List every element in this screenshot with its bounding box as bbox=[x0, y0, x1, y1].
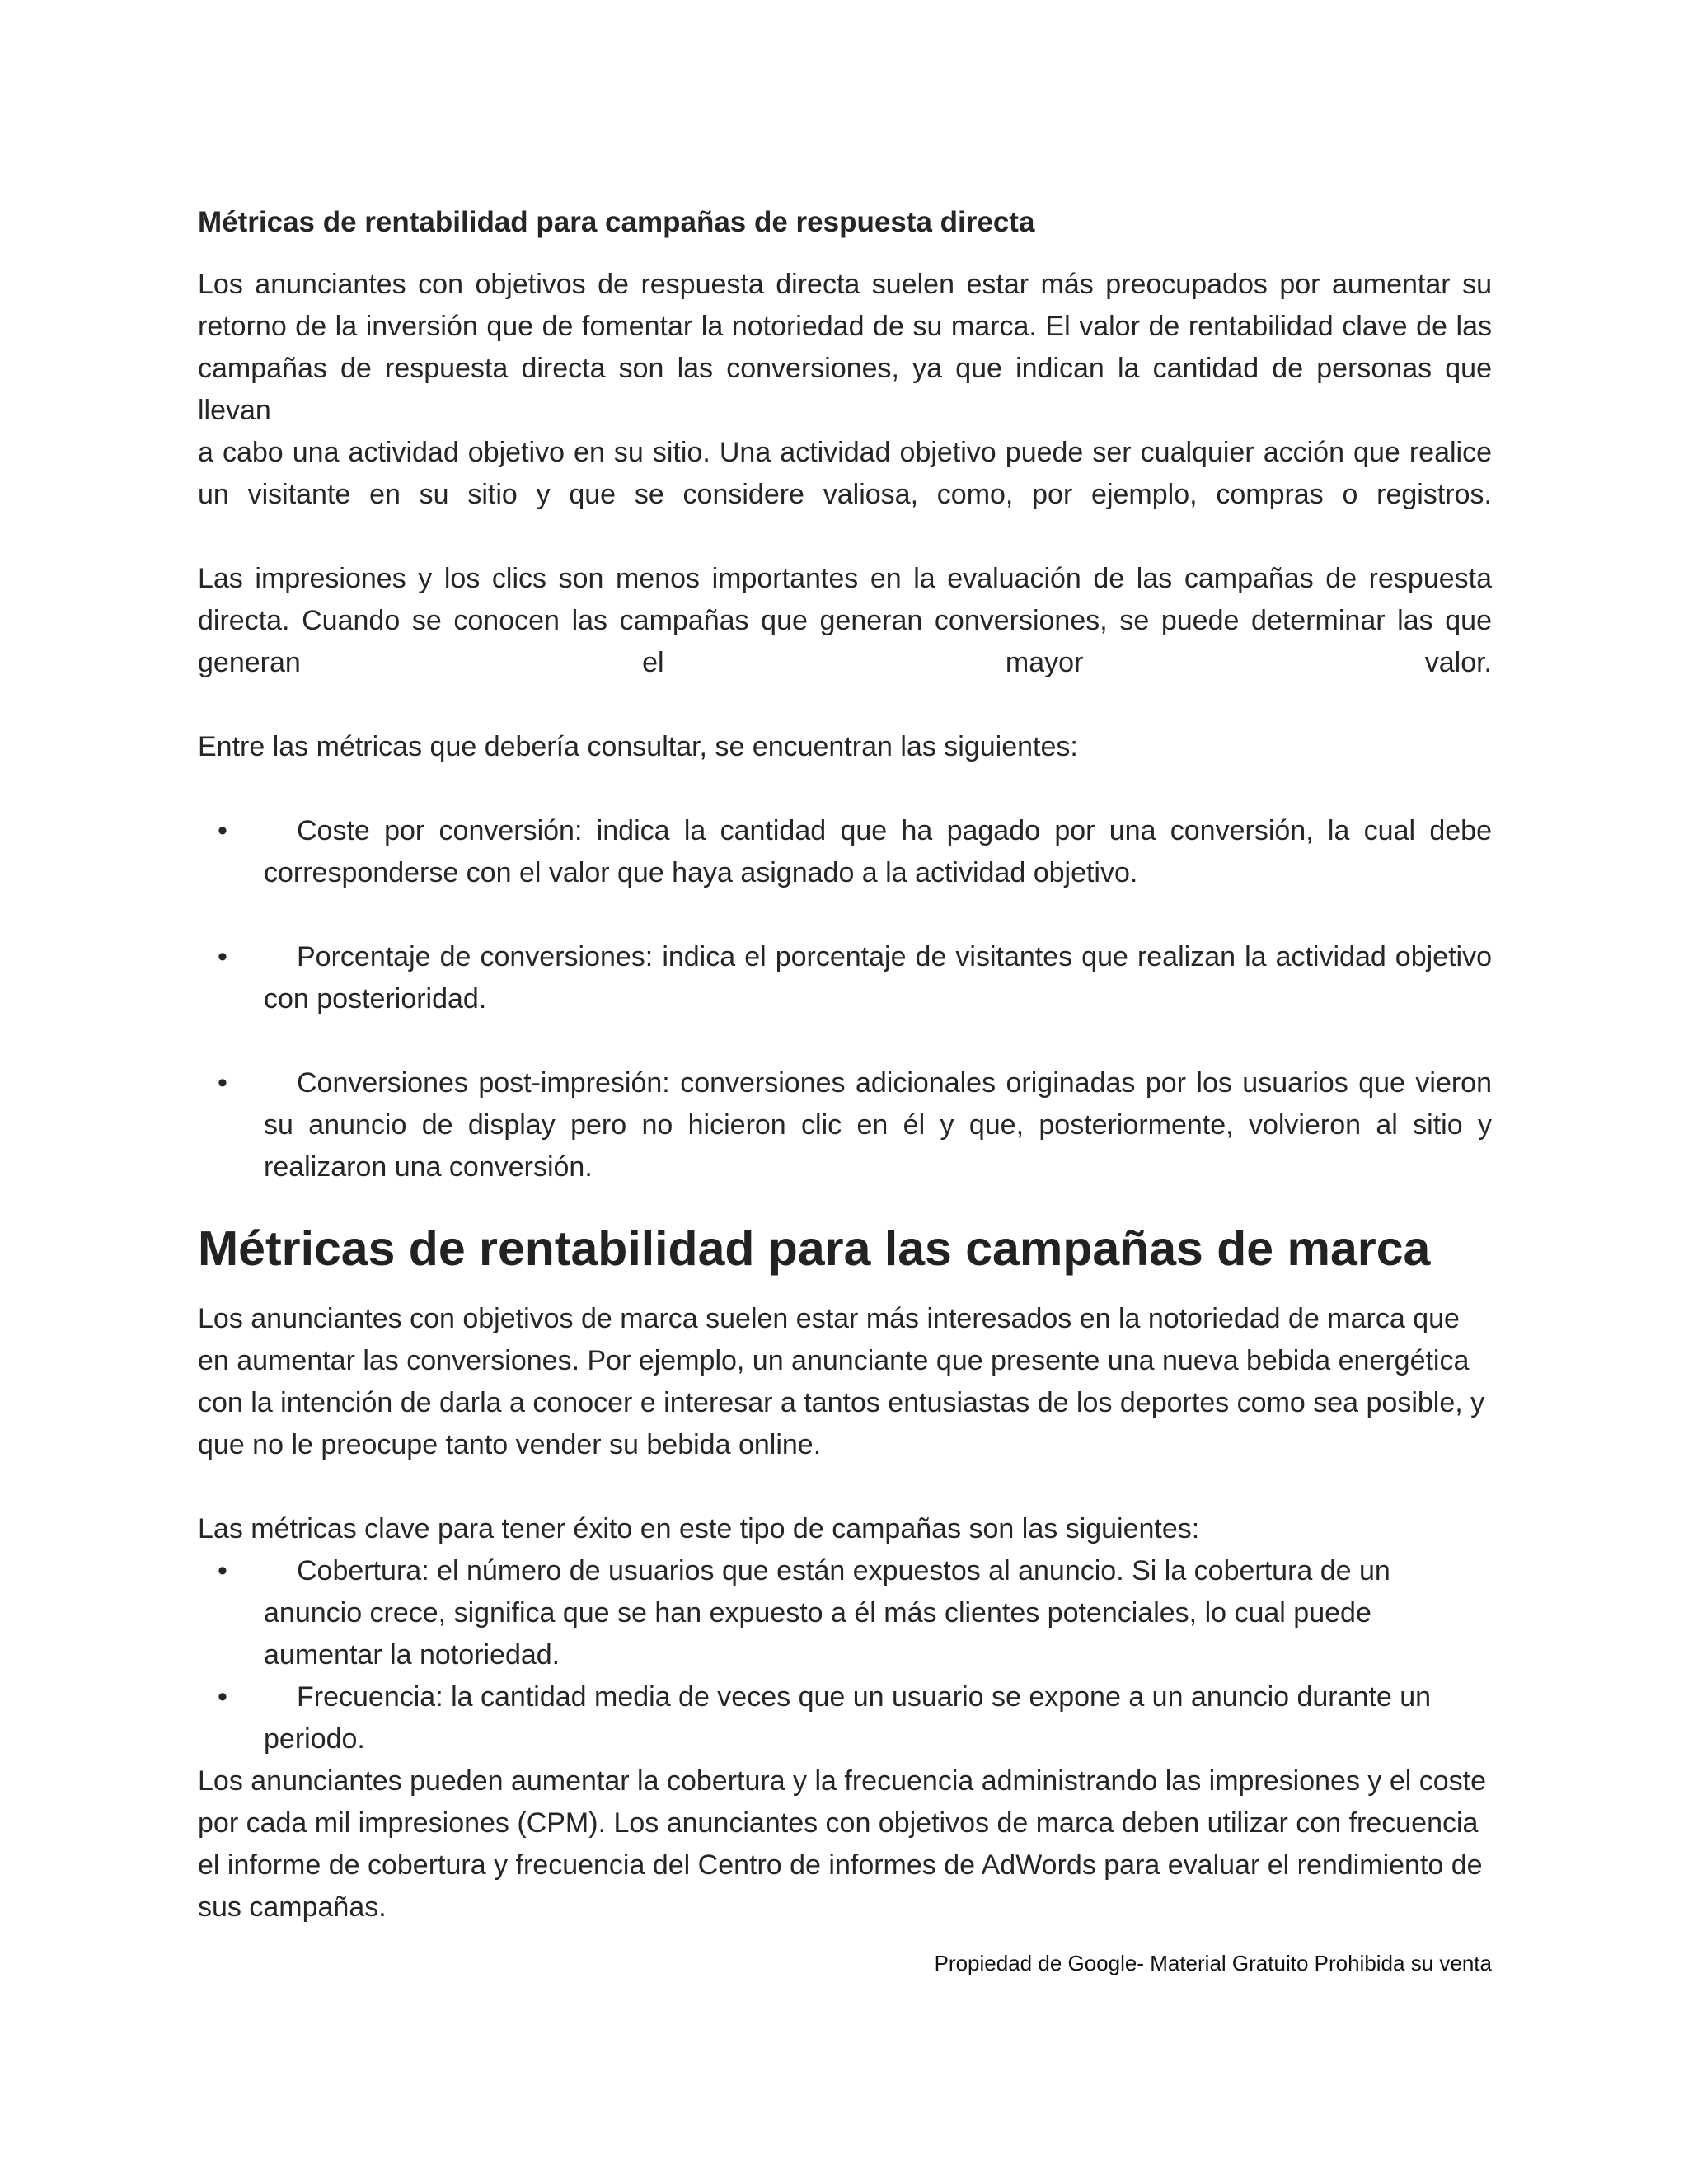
bullet-icon: • bbox=[218, 1555, 227, 1586]
list-item-text: la cantidad media de veces que un usuario se expone a un anuncio durante un periodo. bbox=[264, 1681, 1432, 1755]
bullet-icon: • bbox=[218, 1681, 227, 1713]
list-item-term: Cobertura: bbox=[297, 1555, 429, 1586]
list-item bbox=[198, 936, 1492, 1020]
section-heading-brand: Métricas de rentabilidad para las campañas de marca bbox=[198, 1221, 1431, 1276]
bullet-icon: • bbox=[218, 941, 227, 972]
text-line: Las impresiones y los clics son menos importantes en la evaluación de las campañas de respuesta bbox=[198, 563, 1492, 594]
list-item bbox=[198, 1062, 1492, 1188]
list-item-text: indica el porcentaje de visitantes que realizan la actividad objetivo con posterioridad. bbox=[264, 941, 1493, 1015]
list-item-term: Conversiones post-impresión: bbox=[297, 1067, 670, 1099]
brand-metrics-intro: Las métricas clave para tener éxito en este tipo de campañas son las siguientes: bbox=[198, 1513, 1200, 1544]
paragraph-direct-response-intro bbox=[198, 264, 1492, 516]
direct-response-metrics-list bbox=[198, 810, 1492, 894]
bullet-icon: • bbox=[218, 1067, 227, 1099]
list-item-term: Porcentaje de conversiones: bbox=[297, 941, 654, 972]
footer-notice: Propiedad de Google- Material Gratuito Prohibida su venta bbox=[934, 1951, 1492, 1975]
list-item-text: indica la cantidad que ha pagado por una conversión, la cual debe corresponderse con el valor que haya asignado a la actividad objetivo. bbox=[264, 815, 1492, 888]
bullet-icon: • bbox=[218, 815, 227, 846]
paragraph-brand-closing: Los anunciantes pueden aumentar la cobertura y la frecuencia administrando las impresiones y el coste por cada mil impresiones (CPM). Los anunciantes con objetivos de marca deben utilizar con frecuencia el informe de cobertura y frecuencia del Centro de informes de AdWords para evaluar el rendimiento de sus campañas. bbox=[198, 1765, 1487, 1923]
list-item bbox=[198, 810, 1492, 894]
list-item bbox=[198, 1676, 1492, 1760]
list-item-text: el número de usuarios que están expuestos al anuncio. Si la cobertura de un anuncio crece, significa que se han expuesto a él más clientes potenciales, lo cual puede aumentar la notoriedad. bbox=[264, 1555, 1390, 1671]
list-item-term: Frecuencia: bbox=[297, 1681, 443, 1713]
text-line: Los anunciantes con objetivos de respuesta directa suelen estar más preocupados por aumentar su bbox=[198, 269, 1492, 300]
list-item-text: conversiones adicionales originadas por los usuarios que vieron su anuncio de display pero no hicieron clic en él y que, posteriormente, volvieron al sitio y realizaron una conversión. bbox=[264, 1067, 1492, 1183]
brand-metrics-list bbox=[198, 1550, 1492, 1760]
section-heading-direct-response: Métricas de rentabilidad para campañas de respuesta directa bbox=[198, 206, 1035, 238]
metrics-intro: Entre las métricas que debería consultar, se encuentran las siguientes: bbox=[198, 731, 1078, 762]
paragraph-brand-intro: Los anunciantes con objetivos de marca suelen estar más interesados en la notoriedad de marca que en aumentar las conversiones. Por ejemplo, un anunciante que presente una nueva bebida energética con la intención de darla a conocer e interesar a tantos entusiastas de los deportes como sea posible, y que no le preocupe tanto vender su bebida online. bbox=[198, 1303, 1485, 1460]
text-line: un visitante en su sitio y que se considere valiosa, como, por ejemplo, compras o registros. bbox=[198, 479, 1492, 510]
list-item bbox=[198, 1550, 1492, 1676]
text-line: campañas de respuesta directa son las conversiones, ya que indican la cantidad de personas que llevan bbox=[198, 353, 1492, 426]
text-line: retorno de la inversión que de fomentar la notoriedad de su marca. El valor de rentabilidad clave de las bbox=[198, 311, 1492, 342]
paragraph-impressions-clicks bbox=[198, 558, 1492, 684]
list-item-term: Coste por conversión: bbox=[297, 815, 583, 846]
document-page bbox=[198, 194, 1492, 2001]
text-line: a cabo una actividad objetivo en su sitio. Una actividad objetivo puede ser cualquier acción que realice bbox=[198, 437, 1492, 468]
text-line: generan el mayor valor. bbox=[198, 647, 1492, 678]
text-line: directa. Cuando se conocen las campañas que generan conversiones, se puede determinar las que bbox=[198, 605, 1492, 636]
